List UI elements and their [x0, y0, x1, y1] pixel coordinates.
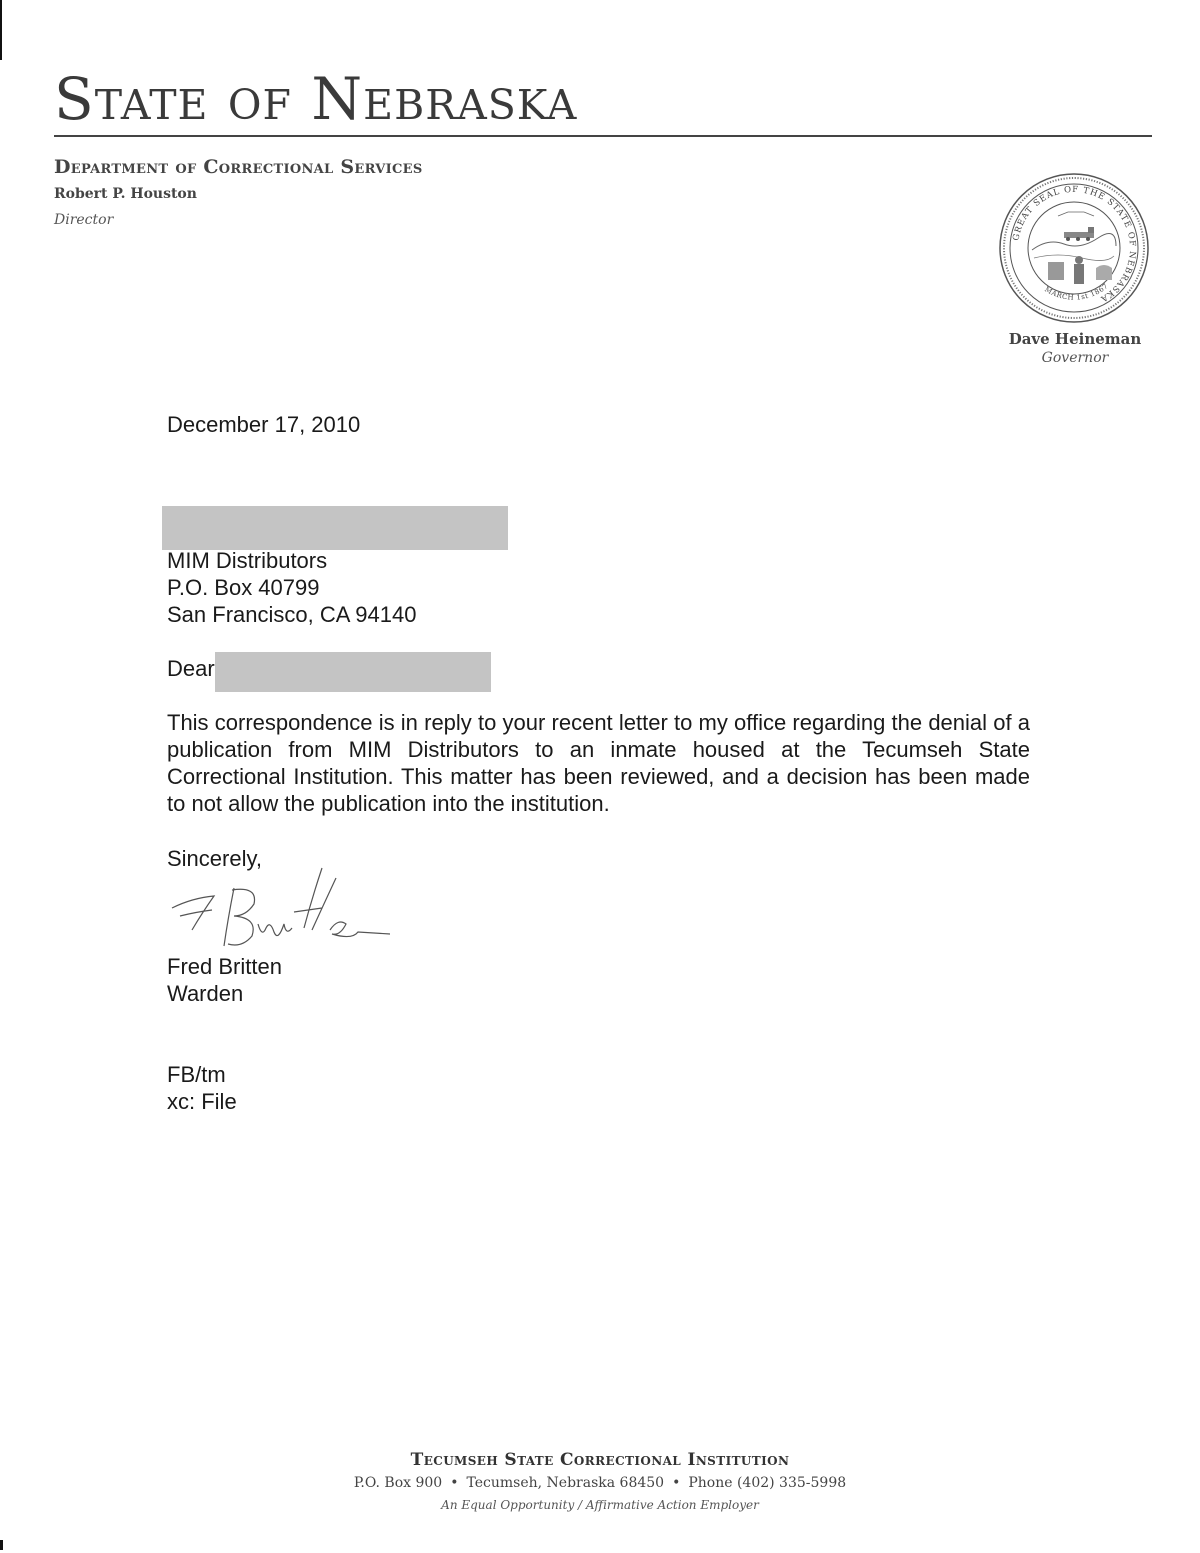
signer-name: Fred Britten [167, 954, 282, 979]
redacted-salutation-name [215, 652, 491, 692]
recipient-line: San Francisco, CA 94140 [167, 602, 417, 627]
handwritten-signature [162, 858, 392, 963]
footer-phone: Phone (402) 335-5998 [688, 1475, 847, 1491]
letterhead-state-name: State of Nebraska [54, 65, 578, 133]
letter-date: December 17, 2010 [167, 412, 361, 437]
svg-text:GREAT SEAL OF THE STATE OF NEB [1011, 185, 1137, 304]
seal-date-text: MARCH 1st 1867 [1043, 281, 1110, 302]
recipient-line: P.O. Box 40799 [167, 575, 320, 600]
footer-po-box: P.O. Box 900 [353, 1475, 443, 1491]
department-name: Department of Correctional Services [54, 156, 423, 178]
footer-institution-name: Tecumseh State Correctional Institution [410, 1450, 790, 1470]
footer-contact-line [0, 1475, 1200, 1491]
typist-initials: FB/tm [167, 1062, 226, 1087]
letter-body-paragraph: This correspondence is in reply to your recent letter to my office regarding the denial of a publication from MIM Distributors to an inmate housed at the Tecumseh State Correctional Institution. This matter has been reviewed, and a decision has been made to not allow the publication into the institution. [167, 710, 1030, 816]
footer-separator: • [450, 1475, 459, 1491]
closing: Sincerely, [167, 846, 262, 871]
director-name: Robert P. Houston [54, 186, 197, 202]
salutation: Dear [167, 656, 215, 681]
governor-title: Governor [1041, 350, 1109, 366]
page-edge-mark [0, 0, 2, 60]
footer-separator: • [672, 1475, 681, 1491]
director-title: Director [54, 212, 114, 228]
seal-ring-text: GREAT SEAL OF THE STATE OF NEBRASKA [1011, 184, 1138, 304]
copy-notation: xc: File [167, 1089, 237, 1114]
recipient-line: MIM Distributors [167, 548, 328, 573]
footer-equal-opportunity: An Equal Opportunity / Affirmative Action Employer [441, 1498, 759, 1512]
redacted-recipient-name [162, 506, 508, 550]
svg-text:MARCH 1st 1867 [1043, 282, 1110, 302]
signer-title: Warden [167, 981, 244, 1006]
letterhead-rule [54, 135, 1152, 137]
recipient-address-block [167, 547, 416, 628]
state-seal-icon [998, 172, 1150, 324]
governor-name: Dave Heineman [1008, 330, 1142, 348]
page-bottom-mark [0, 1540, 3, 1550]
footer-city: Tecumseh, Nebraska 68450 [466, 1475, 665, 1491]
